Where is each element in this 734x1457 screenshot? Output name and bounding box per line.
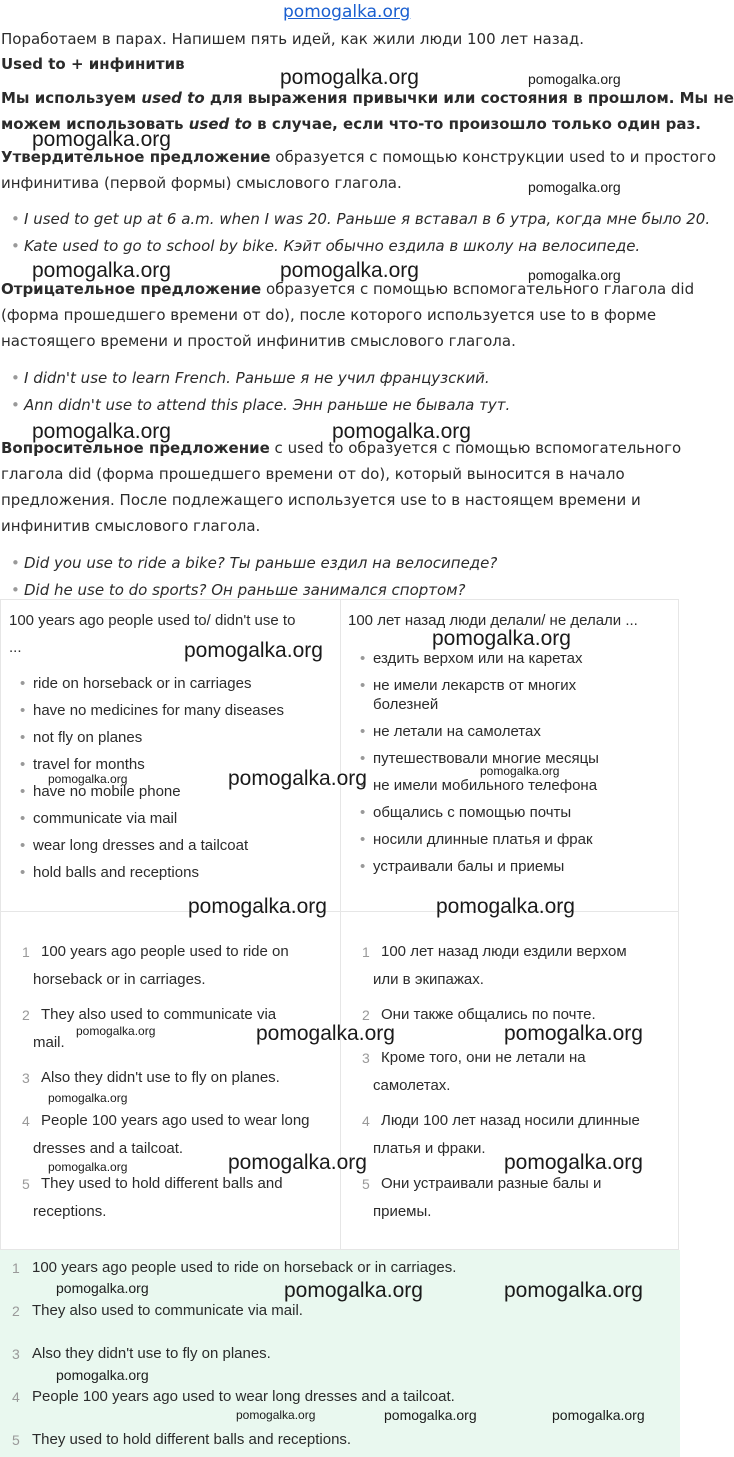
watermark: pomogalka.org — [32, 128, 171, 151]
watermark: pomogalka.org — [280, 259, 419, 282]
sentence-line: или в экипажах. — [373, 971, 484, 988]
watermark: pomogalka.org — [332, 420, 471, 443]
list-item: • ride on horseback or in carriages — [21, 674, 251, 694]
list-item: • wear long dresses and a tailcoat — [21, 836, 248, 856]
sentence-line: самолетах. — [373, 1077, 451, 1094]
answer-line: People 100 years ago used to wear long dresses and a tailcoat. — [32, 1388, 455, 1405]
sentence-line: Кроме того, они не летали на — [381, 1049, 586, 1066]
item-number: 3 — [22, 1070, 30, 1086]
sentence-line: приемы. — [373, 1203, 432, 1220]
watermark: pomogalka.org — [552, 1407, 645, 1423]
interrogative-line-3: предложения. После подлежащего используется use to в настоящем времени и — [1, 491, 641, 509]
intro-text: Поработаем в парах. Напишем пять идей, как жили люди 100 лет назад. — [1, 30, 585, 48]
answer-line: They also used to communicate via mail. — [32, 1302, 303, 1319]
list-item: • не летали на самолетах — [361, 722, 541, 742]
right-header: 100 лет назад люди делали/ не делали ... — [348, 612, 638, 629]
item-number: 4 — [362, 1113, 370, 1129]
item-number: 1 — [362, 944, 370, 960]
affirmative-line-2: инфинитива (первой формы) смыслового глагола. — [1, 174, 402, 192]
list-item: • путешествовали многие месяцы — [361, 749, 599, 769]
watermark: pomogalka.org — [56, 1280, 149, 1296]
item-number: 4 — [12, 1389, 20, 1405]
list-item: • общались с помощью почты — [361, 803, 571, 823]
list-item: • не имели лекарств от многих — [361, 676, 576, 696]
interrogative-example: • Did you use to ride a bike? Ты раньше ездил на велосипеде? — [12, 553, 497, 573]
watermark: pomogalka.org — [284, 1279, 423, 1302]
item-number: 1 — [12, 1260, 20, 1276]
item-number: 1 — [22, 944, 30, 960]
sentence-line: mail. — [33, 1034, 65, 1051]
list-item: • not fly on planes — [21, 728, 142, 748]
affirmative-example: • I used to get up at 6 a.m. when I was 20. Раньше я вставал в 6 утра, когда мне было 20. — [12, 209, 710, 229]
list-item: • носили длинные платья и фрак — [361, 830, 593, 850]
watermark: pomogalka.org — [504, 1151, 643, 1174]
watermark: pomogalka.org — [228, 1151, 367, 1174]
list-item: • ездить верхом или на каретах — [361, 649, 582, 669]
sentence-line: Они также общались по почте. — [381, 1006, 596, 1023]
list-item-continuation: болезней — [373, 696, 439, 713]
watermark: pomogalka.org — [76, 1024, 156, 1038]
item-number: 5 — [22, 1176, 30, 1192]
watermark: pomogalka.org — [504, 1022, 643, 1045]
item-number: 4 — [22, 1113, 30, 1129]
list-item: • не имели мобильного телефона — [361, 776, 597, 796]
item-number: 5 — [12, 1432, 20, 1448]
left-header: 100 years ago people used to/ didn't use to — [9, 612, 296, 629]
watermark: pomogalka.org — [48, 772, 128, 786]
watermark: pomogalka.org — [48, 1160, 128, 1174]
list-item: • устраивали балы и приемы — [361, 857, 564, 877]
list-item: • hold balls and receptions — [21, 863, 199, 883]
list-item: • have no medicines for many diseases — [21, 701, 284, 721]
table-divider — [0, 911, 679, 912]
sentence-line: 100 лет назад люди ездили верхом — [381, 943, 627, 960]
watermark: pomogalka.org — [188, 895, 327, 918]
watermark: pomogalka.org — [32, 259, 171, 282]
interrogative-line-2: глагола did (форма прошедшего времени от do), который выносится в начало — [1, 465, 625, 483]
negative-example: • Ann didn't use to attend this place. Энн раньше не бывала тут. — [12, 395, 510, 415]
watermark: pomogalka.org — [228, 767, 367, 790]
sentence-line: Они устраивали разные балы и — [381, 1175, 602, 1192]
watermark: pomogalka.org — [384, 1407, 477, 1423]
item-number: 5 — [362, 1176, 370, 1192]
negative-line-3: настоящего времени и простой инфинитив смыслового глагола. — [1, 332, 516, 350]
item-number: 3 — [362, 1050, 370, 1066]
rule-desc-line-1: Мы используем used to для выражения привычки или состояния в прошлом. Мы не — [1, 89, 734, 107]
watermark: pomogalka.org — [280, 66, 419, 89]
watermark: pomogalka.org — [236, 1408, 316, 1422]
watermark: pomogalka.org — [432, 627, 571, 650]
answer-line: They used to hold different balls and receptions. — [32, 1431, 352, 1448]
answer-line: Also they didn't use to fly on planes. — [32, 1345, 271, 1362]
negative-line-1: Отрицательное предложение образуется с помощью вспомогательного глагола did — [1, 280, 695, 298]
watermark: pomogalka.org — [528, 179, 621, 195]
sentence-line: платья и фраки. — [373, 1140, 486, 1157]
item-number: 2 — [22, 1007, 30, 1023]
sentence-line: receptions. — [33, 1203, 107, 1220]
watermark: pomogalka.org — [256, 1022, 395, 1045]
negative-line-2: (форма прошедшего времени от do), после которого используется use to в форме — [1, 306, 657, 324]
watermark: pomogalka.org — [504, 1279, 643, 1302]
sentence-line: They used to hold different balls and — [41, 1175, 283, 1192]
answer-line: 100 years ago people used to ride on horseback or in carriages. — [32, 1259, 457, 1276]
watermark: pomogalka.org — [436, 895, 575, 918]
left-header-ellipsis: ... — [9, 639, 22, 656]
interrogative-line-1: Вопросительное предложение с used to образуется с помощью вспомогательного — [1, 439, 682, 457]
affirmative-example: • Kate used to go to school by bike. Кэйт обычно ездила в школу на велосипеде. — [12, 236, 640, 256]
watermark: pomogalka.org — [528, 267, 621, 283]
item-number: 2 — [12, 1303, 20, 1319]
item-number: 2 — [362, 1007, 370, 1023]
interrogative-example: • Did he use to do sports? Он раньше занимался спортом? — [12, 580, 466, 600]
watermark: pomogalka.org — [48, 1091, 128, 1105]
list-item: • travel for months — [21, 755, 145, 775]
site-link[interactable]: pomogalka.org — [283, 2, 411, 22]
watermark: pomogalka.org — [56, 1367, 149, 1383]
item-number: 3 — [12, 1346, 20, 1362]
watermark: pomogalka.org — [184, 639, 323, 662]
sentence-line: They also used to communicate via — [41, 1006, 277, 1023]
watermark: pomogalka.org — [32, 420, 171, 443]
sentence-line: Also they didn't use to fly on planes. — [41, 1069, 280, 1086]
sentence-line: Люди 100 лет назад носили длинные — [381, 1112, 640, 1129]
rule-title: Used to + инфинитив — [1, 55, 185, 73]
watermark: pomogalka.org — [528, 71, 621, 87]
sentence-line: dresses and a tailcoat. — [33, 1140, 184, 1157]
watermark: pomogalka.org — [480, 764, 560, 778]
list-item: • communicate via mail — [21, 809, 177, 829]
sentence-line: People 100 years ago used to wear long — [41, 1112, 310, 1129]
list-item: • have no mobile phone — [21, 782, 181, 802]
negative-example: • I didn't use to learn French. Раньше я не учил французский. — [12, 368, 490, 388]
affirmative-line-1: Утвердительное предложение образуется с помощью конструкции used to и простого — [1, 148, 717, 166]
interrogative-line-4: инфинитив смыслового глагола. — [1, 517, 261, 535]
sentence-line: horseback or in carriages. — [33, 971, 206, 988]
rule-desc-line-2: можем использовать used to в случае, если что-то произошло только один раз. — [1, 115, 701, 133]
sentence-line: 100 years ago people used to ride on — [41, 943, 289, 960]
